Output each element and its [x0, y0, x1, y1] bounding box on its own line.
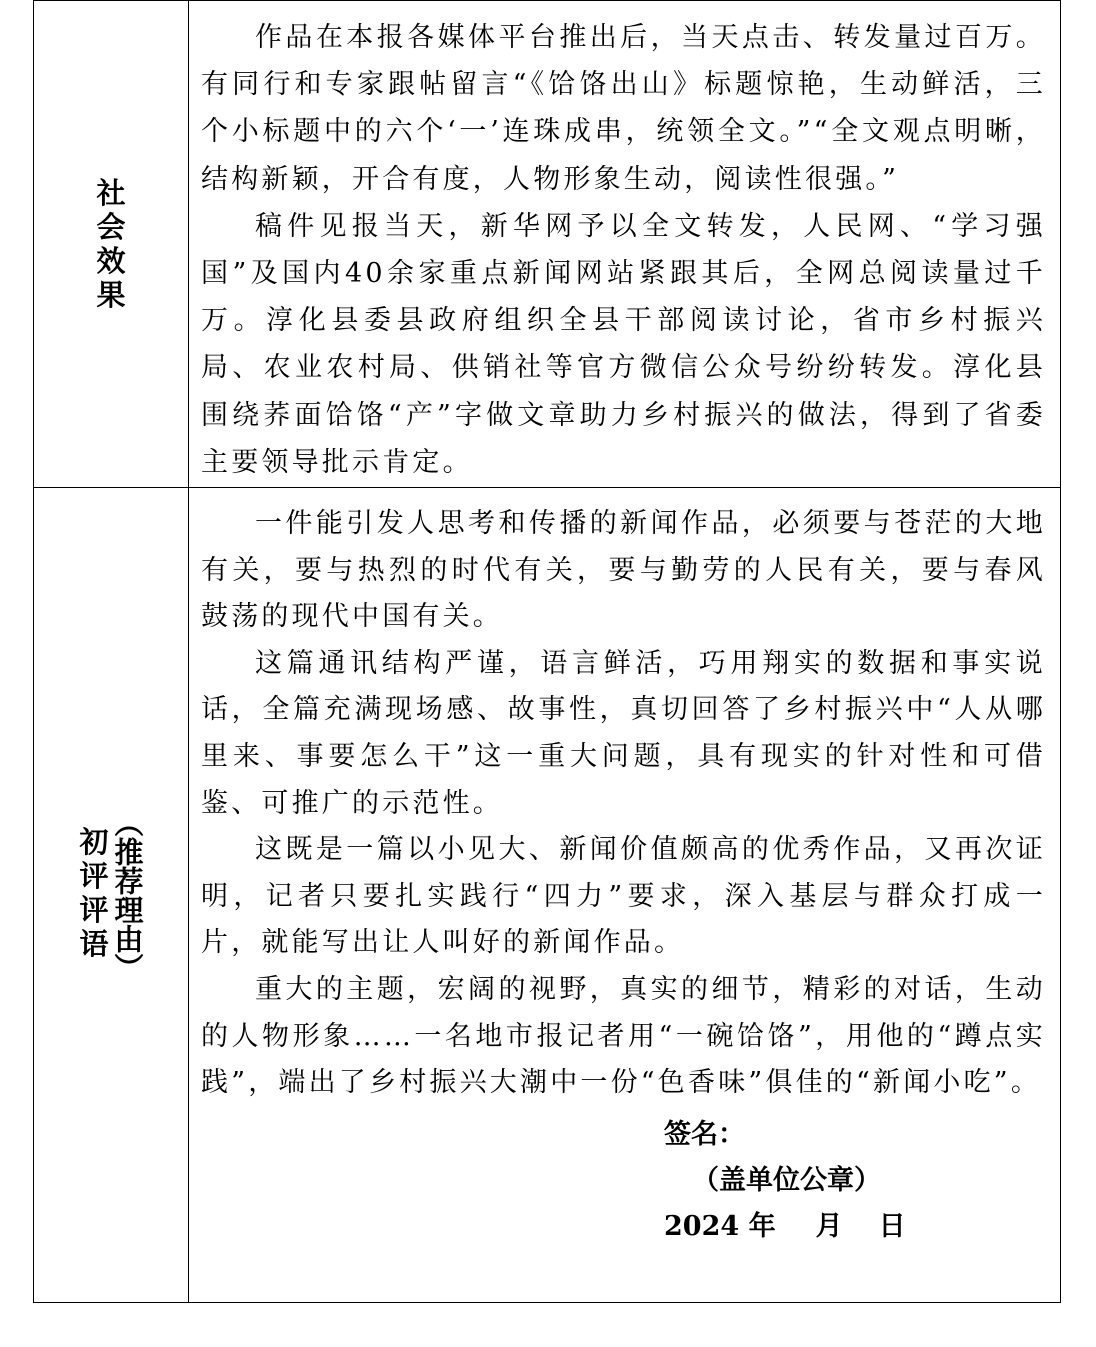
signature-year: 2024 — [664, 1210, 740, 1242]
signature-label: 签名： — [664, 1118, 745, 1150]
month-unit: 月 — [815, 1210, 843, 1242]
day-unit: 日 — [878, 1210, 906, 1242]
initial-review-content — [189, 488, 1060, 1250]
social-effect-row — [34, 1, 1061, 488]
initial-review-paragraph: 一件能引发人思考和传播的新闻作品，必须要与苍茫的大地有关，要与热烈的时代有关，要与勤劳的人民有关，要与春风鼓荡的现代中国有关。 — [201, 508, 1046, 633]
initial-review-label — [78, 808, 145, 982]
initial-review-label-cell — [34, 488, 189, 1303]
initial-review-paragraph: 重大的主题，宏阔的视野，真实的细节，精彩的对话，生动的人物形象……一名地市报记者用“一碗饸饹”，用他的“蹲点实践”，端出了乡村振兴大潮中一份“色香味”俱佳的“新闻小吃”。 — [201, 973, 1046, 1099]
initial-review-row — [34, 488, 1061, 1303]
signature-date — [664, 1204, 1046, 1250]
recommendation-reason-label: （推荐理由） — [110, 808, 145, 982]
social-effect-label: 社会效果 — [96, 176, 126, 312]
initial-review-paragraph: 这既是一篇以小见大、新闻价值颇高的优秀作品，又再次证明，记者只要扎实践行“四力”要求，深入基层与群众打成一片，就能写出让人叫好的新闻作品。 — [201, 834, 1046, 959]
year-unit: 年 — [748, 1210, 776, 1242]
signature-block — [201, 1112, 1046, 1250]
initial-review-label-main: 初评评语 — [79, 825, 109, 961]
social-effect-label-cell — [34, 1, 189, 488]
social-effect-paragraph: 稿件见报当天，新华网予以全文转发，人民网、“学习强国”及国内40余家重点新闻网站紧跟其后，全网总阅读量过千万。淳化县委县政府组织全县干部阅读讨论，省市乡村振兴局、农业农村局、供销社等官方微信公众号纷纷转发。淳化县围绕荞面饸饹“产”字做文章助力乡村振兴的做法，得到了省委主要领导批示肯定。 — [201, 210, 1046, 478]
social-effect-content-cell — [189, 1, 1061, 488]
initial-review-content-cell — [189, 488, 1061, 1303]
initial-review-paragraph: 这篇通讯结构严谨，语言鲜活，巧用翔实的数据和事实说话，全篇充满现场感、故事性，真切回答了乡村振兴中“人从哪里来、事要怎么干”这一重大问题，具有现实的针对性和可借鉴、可推广的示范性。 — [201, 647, 1046, 819]
official-seal-label: （盖单位公章） — [692, 1164, 881, 1196]
social-effect-content — [189, 1, 1060, 486]
evaluation-form-table — [33, 0, 1061, 1303]
social-effect-paragraph: 作品在本报各媒体平台推出后，当天点击、转发量过百万。有同行和专家跟帖留言“《饸饹出山》标题惊艳，生动鲜活，三个小标题中的六个‘一’连珠成串，统领全文。”“全文观点明晰，结构新颖，开合有度，人物形象生动，阅读性很强。” — [201, 22, 1046, 195]
